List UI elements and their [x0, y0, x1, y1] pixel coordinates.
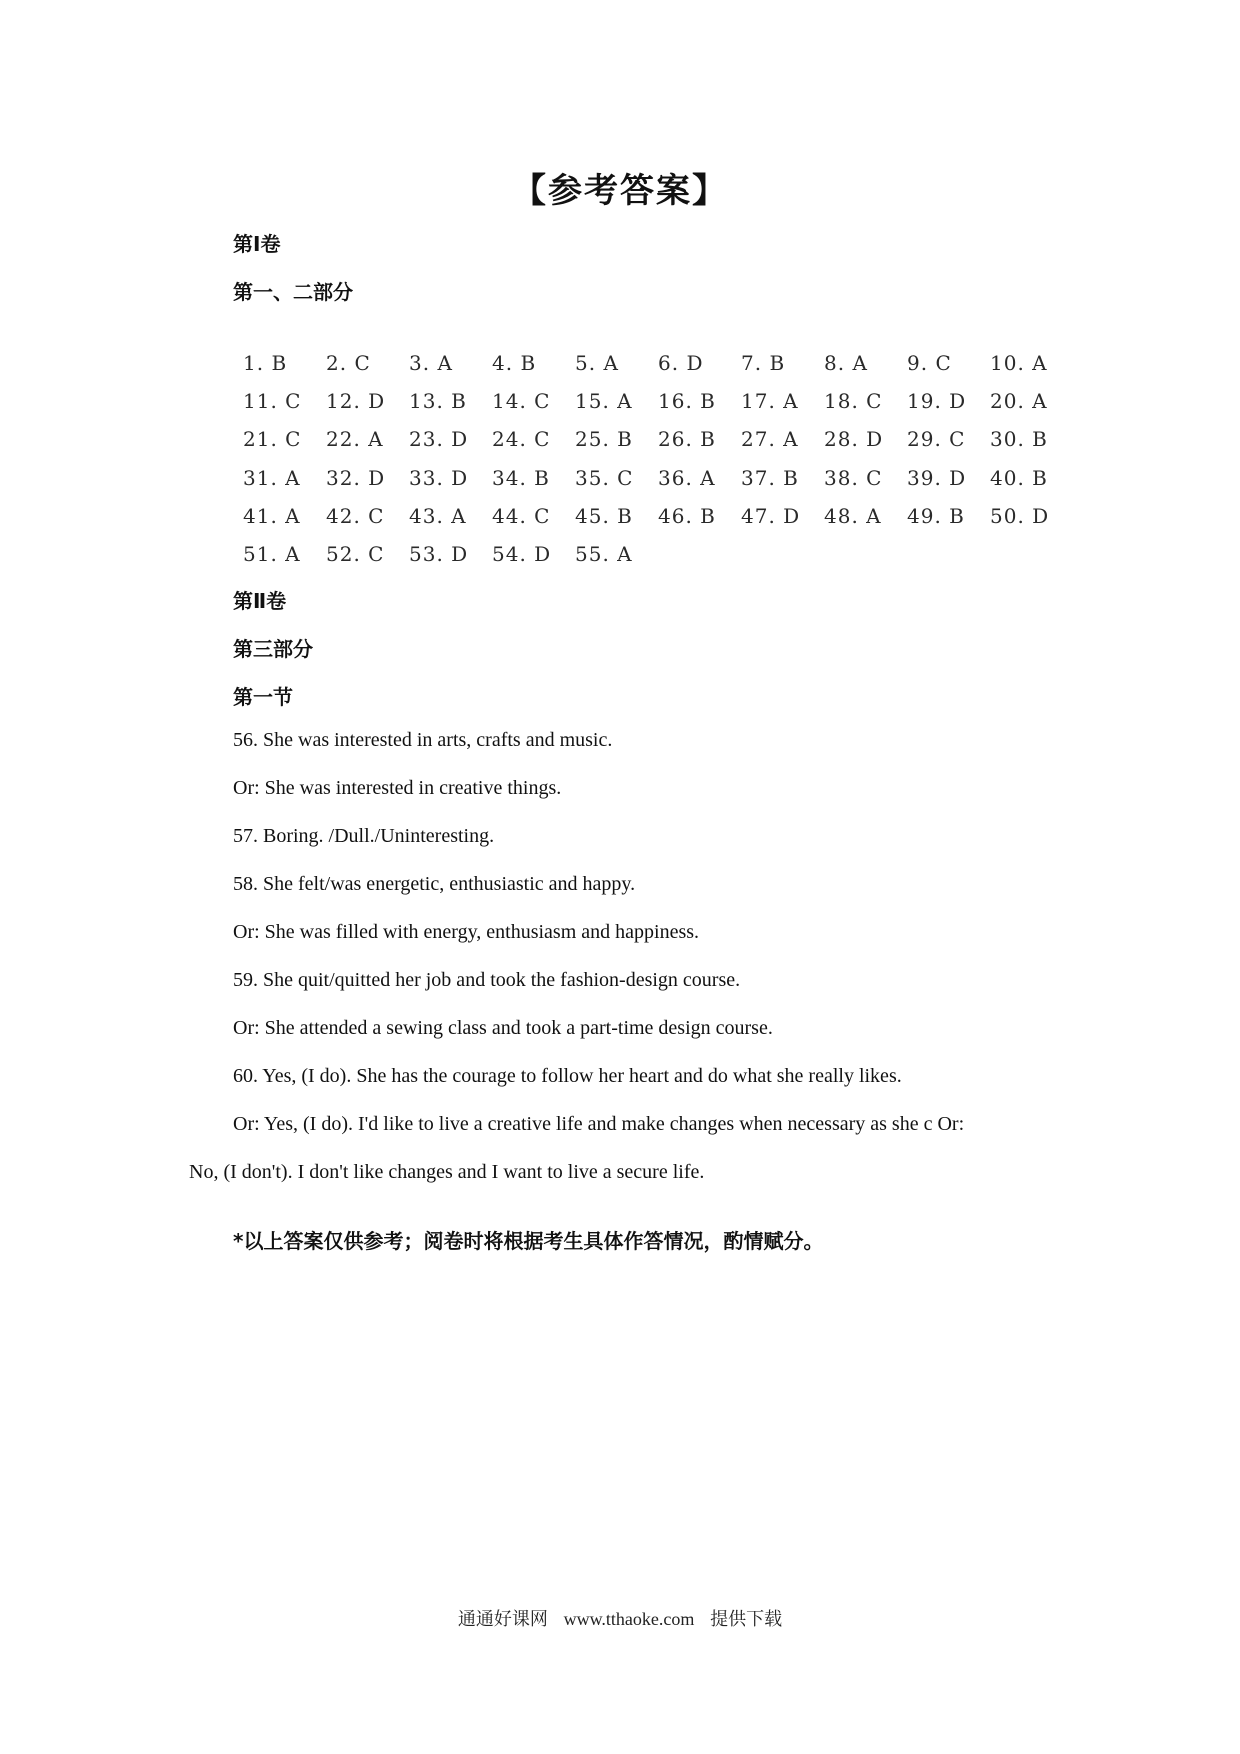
answer-item: 43. A — [409, 503, 467, 528]
answer-row — [243, 420, 1063, 458]
answer-line: 58. She felt/was energetic, enthusiastic and happy. — [233, 873, 636, 895]
answer-item: 54. D — [492, 542, 552, 567]
answer-item: 33. D — [409, 465, 469, 490]
answer-item: 55. A — [575, 542, 633, 567]
answer-line: 60. Yes, (I do). She has the courage to follow her heart and do what she really likes. — [233, 1065, 902, 1087]
answer-line: Or: She was interested in creative things. — [233, 777, 562, 799]
answer-item: 37. B — [741, 465, 799, 490]
answer-item: 52. C — [326, 542, 385, 567]
part-1-2-heading: 第一、二部分 — [233, 280, 353, 304]
answer-item: 2. C — [326, 351, 371, 376]
answer-item: 32. D — [326, 465, 386, 490]
volume-2-heading: 第Ⅱ卷 — [233, 589, 287, 613]
answer-line: Or: She was filled with energy, enthusiasm and happiness. — [233, 921, 700, 943]
answer-item: 49. B — [907, 503, 965, 528]
answer-line: Or: She attended a sewing class and took a part-time design course. — [233, 1017, 773, 1039]
footer — [0, 1605, 1240, 1631]
answer-item: 15. A — [575, 389, 633, 414]
answer-item: 21. C — [243, 427, 302, 452]
answer-row — [243, 459, 1063, 497]
answer-item: 44. C — [492, 503, 551, 528]
answer-grid — [243, 344, 1063, 573]
answer-item: 42. C — [326, 503, 385, 528]
answer-item: 53. D — [409, 542, 469, 567]
answer-line: No, (I don't). I don't like changes and I want to live a secure life. — [189, 1161, 705, 1183]
answer-item: 14. C — [492, 389, 551, 414]
answer-item: 10. A — [990, 351, 1048, 376]
part-3-heading: 第三部分 — [233, 637, 313, 661]
answer-row — [243, 535, 1063, 573]
page-title: 【参考答案】 — [512, 171, 728, 211]
answer-item: 11. C — [243, 389, 302, 414]
answer-item: 16. B — [658, 389, 716, 414]
answer-item: 27. A — [741, 427, 799, 452]
answer-item: 4. B — [492, 351, 537, 376]
answer-item: 5. A — [575, 351, 619, 376]
answer-item: 17. A — [741, 389, 799, 414]
answer-item: 20. A — [990, 389, 1048, 414]
answer-item: 6. D — [658, 351, 704, 376]
answer-item: 40. B — [990, 465, 1048, 490]
answer-item: 29. C — [907, 427, 966, 452]
answer-item: 26. B — [658, 427, 716, 452]
answer-item: 50. D — [990, 503, 1050, 528]
answer-item: 9. C — [907, 351, 952, 376]
answer-item: 8. A — [824, 351, 868, 376]
answer-row — [243, 382, 1063, 420]
answer-item: 1. B — [243, 351, 288, 376]
footer-suffix: 提供下载 — [710, 1609, 783, 1630]
footer-url[interactable]: www.tthaoke.com — [563, 1609, 695, 1629]
answer-line: 56. She was interested in arts, crafts and music. — [233, 729, 613, 751]
answer-item: 30. B — [990, 427, 1048, 452]
answer-row — [243, 344, 1063, 382]
answer-item: 23. D — [409, 427, 469, 452]
answer-item: 47. D — [741, 503, 801, 528]
answer-item: 22. A — [326, 427, 384, 452]
answer-item: 36. A — [658, 465, 716, 490]
answer-item: 39. D — [907, 465, 967, 490]
answer-item: 48. A — [824, 503, 882, 528]
answer-row — [243, 497, 1063, 535]
answer-item: 34. B — [492, 465, 550, 490]
answer-item: 41. A — [243, 503, 301, 528]
answer-item: 31. A — [243, 465, 301, 490]
answer-item: 24. C — [492, 427, 551, 452]
answer-item: 25. B — [575, 427, 633, 452]
section-1-heading: 第一节 — [233, 685, 293, 709]
answer-line: 59. She quit/quitted her job and took the fashion-design course. — [233, 969, 741, 991]
answer-line: 57. Boring. /Dull./Uninteresting. — [233, 825, 495, 847]
answer-item: 46. B — [658, 503, 716, 528]
volume-1-heading: 第Ⅰ卷 — [233, 232, 281, 256]
answer-item: 18. C — [824, 389, 883, 414]
answer-item: 51. A — [243, 542, 301, 567]
footer-site-name: 通通好课网 — [457, 1609, 548, 1630]
answer-item: 28. D — [824, 427, 884, 452]
answer-item: 38. C — [824, 465, 883, 490]
answer-item: 19. D — [907, 389, 967, 414]
answer-item: 3. A — [409, 351, 453, 376]
grading-note: *以上答案仅供参考；阅卷时将根据考生具体作答情况，酌情赋分。 — [233, 1229, 824, 1253]
answer-item: 7. B — [741, 351, 786, 376]
answer-item: 35. C — [575, 465, 634, 490]
answer-item: 12. D — [326, 389, 386, 414]
answer-item: 13. B — [409, 389, 467, 414]
answer-item: 45. B — [575, 503, 633, 528]
answer-line: Or: Yes, (I do). I'd like to live a creative life and make changes when necessary as she c Or: — [233, 1113, 965, 1135]
